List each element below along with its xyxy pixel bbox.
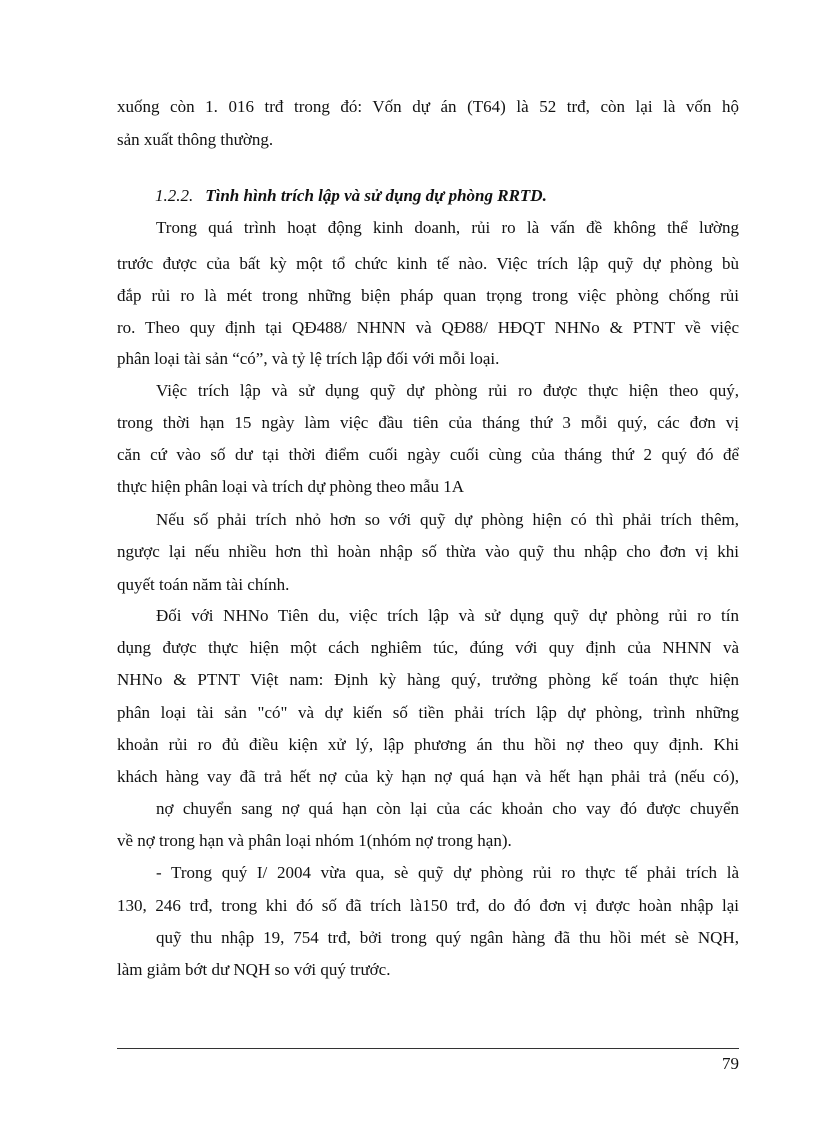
text-line: khách hàng vay đã trả hết nợ của kỳ hạn nợ quá hạn và hết hạn phải trả (nếu có), (117, 767, 739, 786)
text-line: làm giảm bớt dư NQH so với quý trước. (117, 960, 391, 979)
text-line: Nếu số phải trích nhỏ hơn so với quỹ dự phòng hiện có thì phải trích thêm, (156, 510, 739, 529)
text-line: quỹ thu nhập 19, 754 trđ, bởi trong quý ngân hàng đã thu hồi mét sè NQH, (156, 928, 739, 947)
text-line: phân loại tài sản “có”, và tỷ lệ trích lập đối với mỗi loại. (117, 349, 500, 368)
text-line: về nợ trong hạn và phân loại nhóm 1(nhóm nợ trong hạn). (117, 831, 512, 850)
section-number: 1.2.2. (155, 186, 194, 205)
text-line: - Trong quý I/ 2004 vừa qua, sè quỹ dự phòng rủi ro thực tế phải trích là (156, 863, 739, 882)
text-line: thực hiện phân loại và trích dự phòng theo mẫu 1A (117, 477, 465, 496)
text-line: khoản rủi ro đủ điều kiện xử lý, lập phương án thu hồi nợ theo quy định. Khi (117, 735, 739, 754)
text-line: căn cứ vào số dư tại thời điểm cuối ngày cuối cùng của tháng thứ 2 quý đó để (117, 445, 739, 464)
text-line: trước được của bất kỳ một tổ chức kinh tế nào. Việc trích lập quỹ dự phòng bù (117, 254, 739, 273)
text-line: xuống còn 1. 016 trđ trong đó: Vốn dự án (T64) là 52 trđ, còn lại là vốn hộ (117, 97, 739, 116)
text-line: dụng được thực hiện một cách nghiêm túc, đúng với quy định của NHNN và (117, 638, 739, 657)
text-line: 130, 246 trđ, trong khi đó số đã trích là150 trđ, do đó đơn vị được hoàn nhập lại (117, 896, 739, 915)
section-title: Tình hình trích lập và sử dụng dự phòng RRTD. (205, 186, 547, 205)
text-line: đắp rủi ro là mét trong những biện pháp quan trọng trong việc phòng chống rủi (117, 286, 739, 305)
text-line: trong thời hạn 15 ngày làm việc đầu tiên của tháng thứ 3 mỗi quý, các đơn vị (117, 413, 739, 432)
text-line: Trong quá trình hoạt động kinh doanh, rủi ro là vấn đề không thể lường (156, 218, 739, 237)
text-line: ro. Theo quy định tại QĐ488/ NHNN và QĐ88/ HĐQT NHNo & PTNT về việc (117, 318, 739, 337)
text-line: quyết toán năm tài chính. (117, 575, 290, 594)
section-heading (155, 186, 547, 206)
text-line: nợ chuyển sang nợ quá hạn còn lại của các khoản cho vay đó được chuyển (156, 799, 739, 818)
footer-divider (117, 1048, 739, 1049)
text-line: ngược lại nếu nhiều hơn thì hoàn nhập số thừa vào quỹ thu nhập cho đơn vị khi (117, 542, 739, 561)
text-line: Việc trích lập và sử dụng quỹ dự phòng rủi ro được thực hiện theo quý, (156, 381, 739, 400)
text-line: NHNo & PTNT Việt nam: Định kỳ hàng quý, trưởng phòng kế toán thực hiện (117, 670, 739, 689)
text-line: sản xuất thông thường. (117, 130, 274, 149)
page-number: 79 (722, 1054, 739, 1073)
text-line: phân loại tài sản "có" và dự kiến số tiền phải trích lập dự phòng, trình những (117, 703, 739, 722)
text-line: Đối với NHNo Tiên du, việc trích lập và sử dụng quỹ dự phòng rủi ro tín (156, 606, 739, 625)
